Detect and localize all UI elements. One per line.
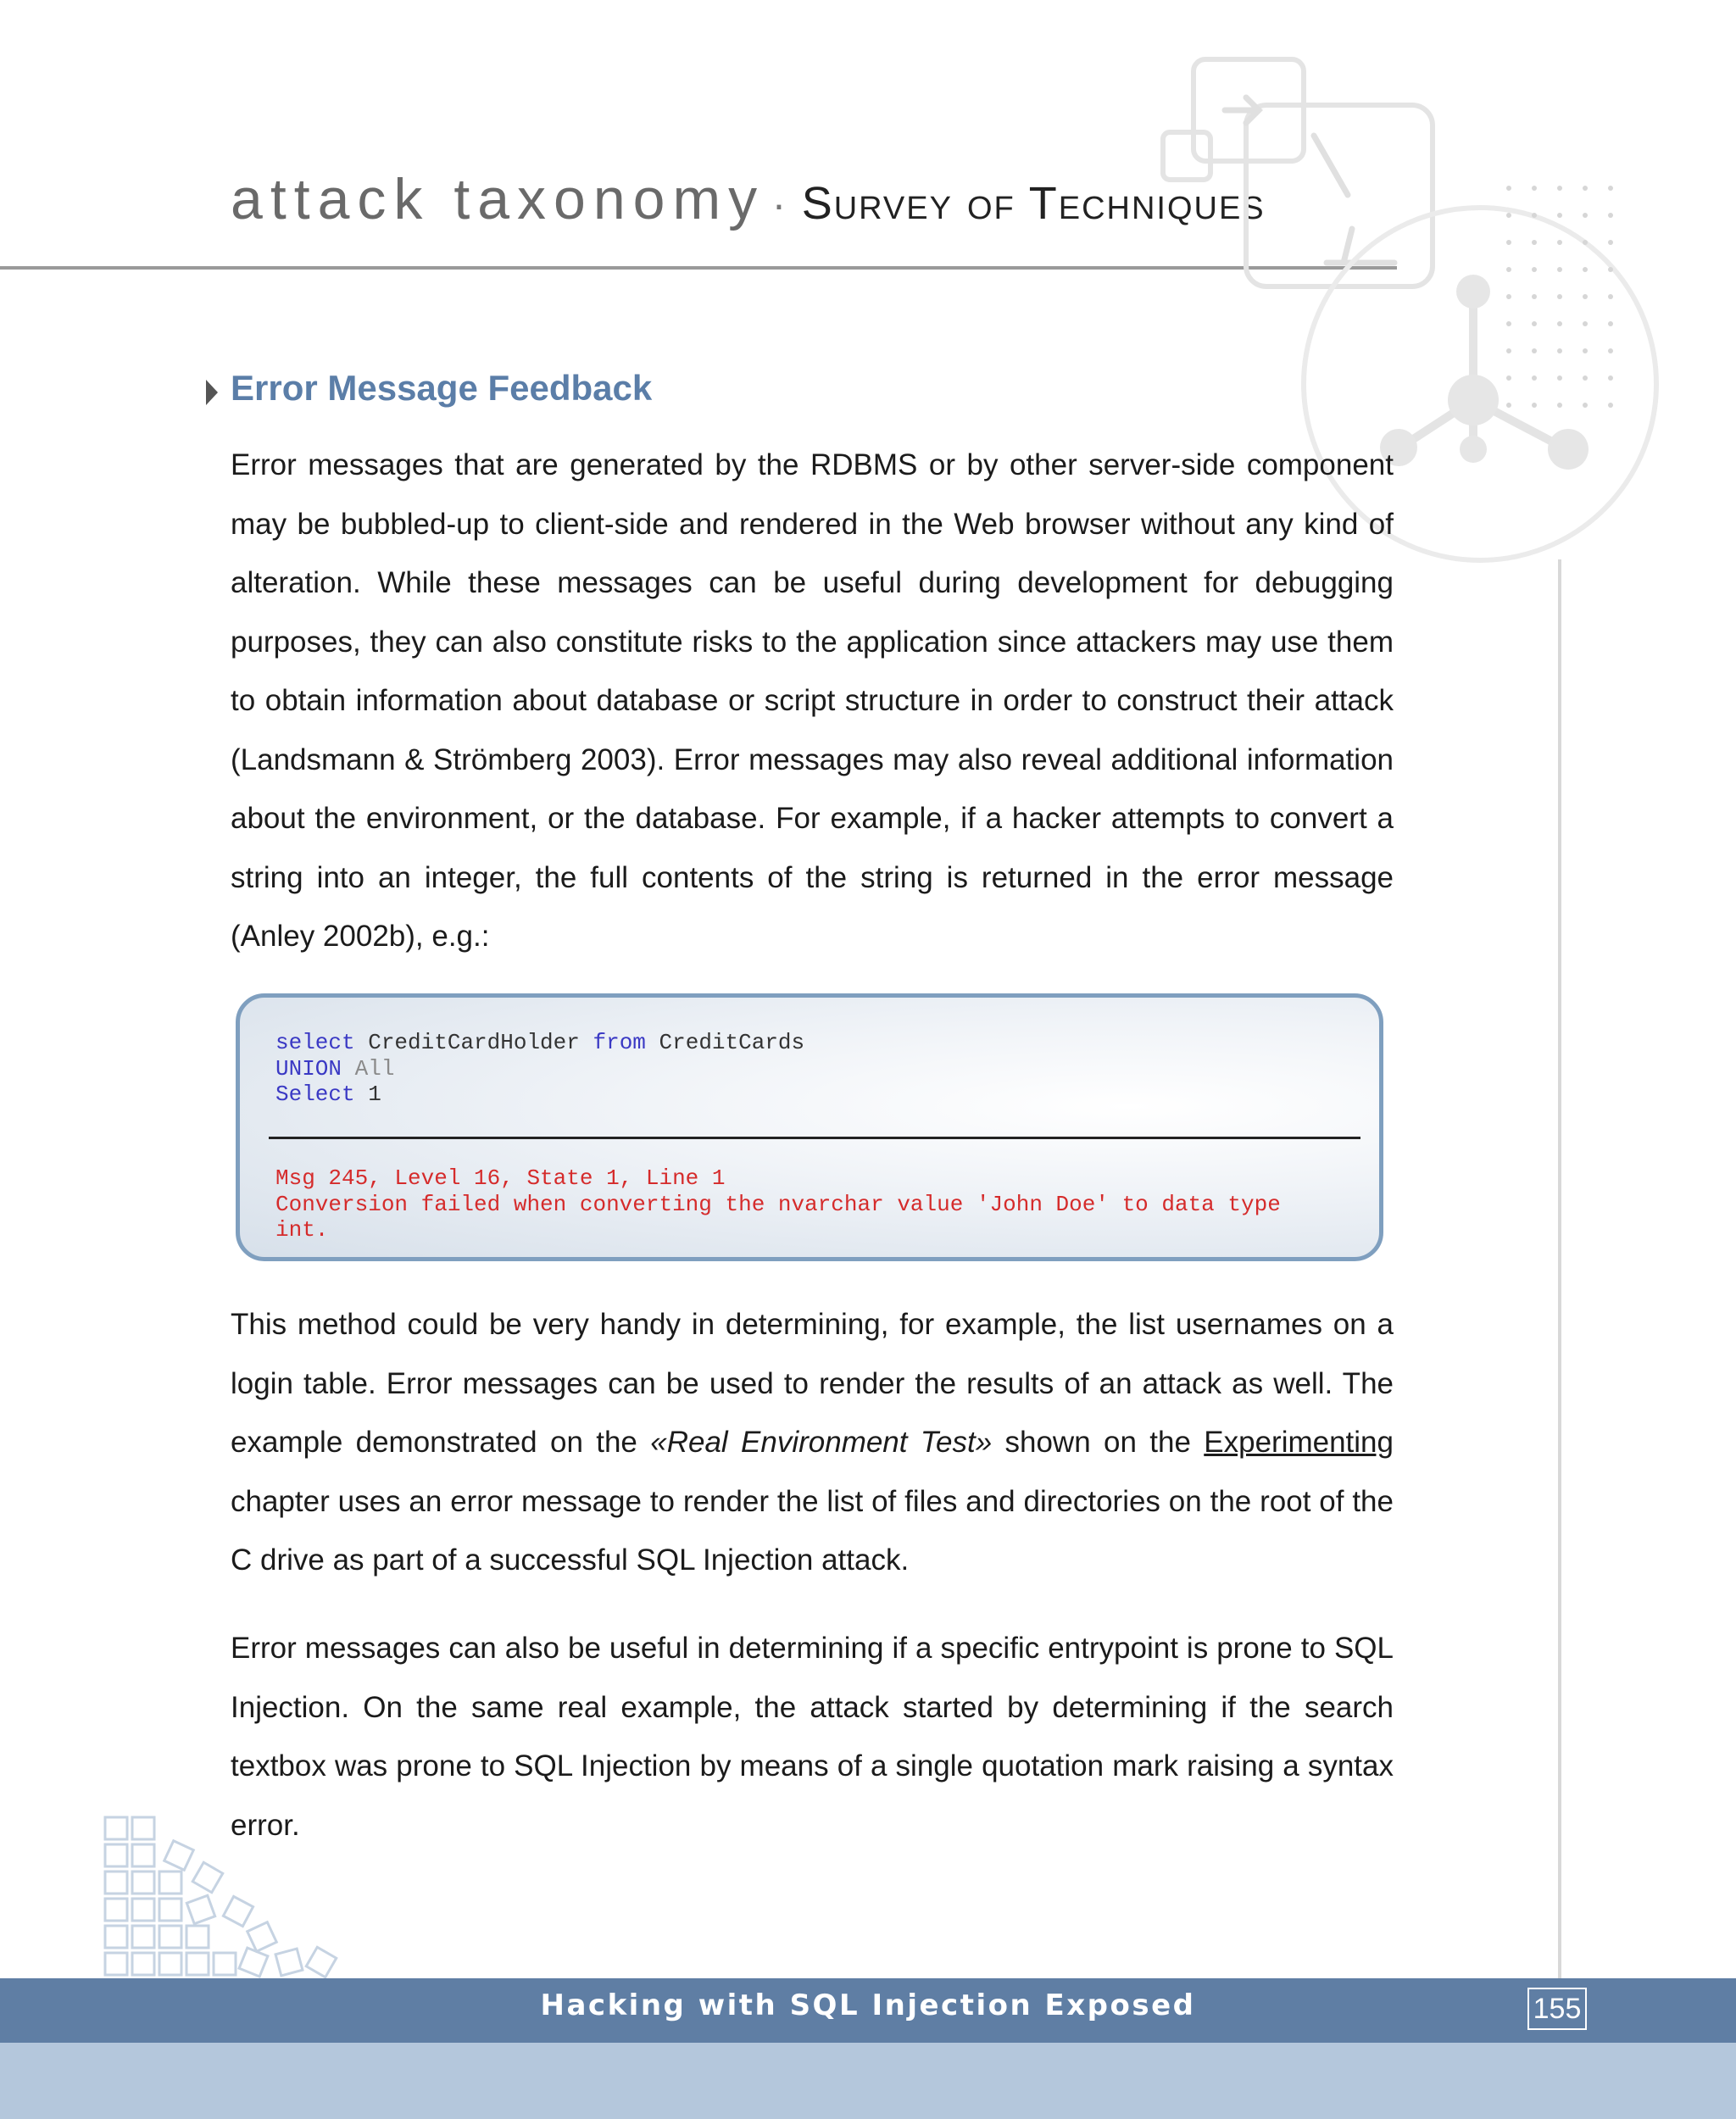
italic-reference: «Real Environment Test» <box>650 1426 993 1459</box>
experimenting-link[interactable]: Experimenting <box>1204 1426 1394 1459</box>
code-divider <box>269 1137 1360 1139</box>
section-bullet-icon <box>206 380 218 405</box>
sql-keyword: Select <box>275 1082 355 1107</box>
book-title: Hacking with SQL Injection Exposed <box>540 1988 1196 2022</box>
paragraph-intro: Error messages that are generated by the RDBMS or by other server-side component may be bubbled-up to client-side and rendered in the Web browser without any kind of alteration. While these messages can be useful during development for debugging purposes, they can also constitute risks to the application since attackers may use them to obtain information about database or script structure in order to construct their attack (Landsmann & Strömberg 2003). Error messages may also reveal additional information about the environment, or the database. For example, if a hacker attempts to convert a string into an integer, the full contents of the string is returned in the error message (Anley 2002b), e.g.: <box>231 448 1394 953</box>
error-line: int. <box>275 1217 329 1243</box>
page-number: 155 <box>1527 1988 1587 2030</box>
text-run: chapter uses an error message to render the list of files and directories on the root of the C drive as part of a successful SQL Injection attack. <box>231 1484 1394 1577</box>
section-subtitle: Survey of Techniques <box>801 178 1266 229</box>
header-separator: · <box>771 181 787 228</box>
sql-error-output <box>275 1165 1281 1243</box>
paragraph-usage <box>231 1295 1394 1590</box>
margin-rule <box>1558 559 1561 1983</box>
text-run: This method could be very handy in determining, for example, the list usernames on a login table. Error messages can be used to render the results of an attack as well. The example demonstrated on the <box>231 1308 1394 1459</box>
code-example-box <box>236 993 1383 1261</box>
text-run: shown on the <box>992 1426 1205 1459</box>
paragraph-entrypoint: Error messages can also be useful in determining if a specific entrypoint is prone to SQL Injection. On the same real example, the attack started by determining if the search textbox was prone to SQL Injection by means of a single quotation mark raising a syntax error. <box>231 1632 1394 1842</box>
error-line: Conversion failed when converting the nvarchar value 'John Doe' to data type <box>275 1191 1281 1217</box>
sql-keyword: from <box>593 1030 646 1055</box>
sql-keyword: select <box>275 1030 355 1055</box>
error-line: Msg 245, Level 16, State 1, Line 1 <box>275 1165 726 1191</box>
running-header <box>231 166 1266 232</box>
sql-text: CreditCards <box>645 1030 805 1055</box>
footer-band <box>0 2043 1736 2119</box>
sql-query <box>275 1030 804 1108</box>
section-heading: Error Message Feedback <box>231 368 653 408</box>
sql-text: CreditCardHolder <box>354 1030 593 1055</box>
chapter-title: attack taxonomy <box>231 167 765 231</box>
sql-text: All <box>342 1055 395 1082</box>
sql-text: 1 <box>354 1082 381 1107</box>
sql-keyword: UNION <box>275 1055 342 1082</box>
